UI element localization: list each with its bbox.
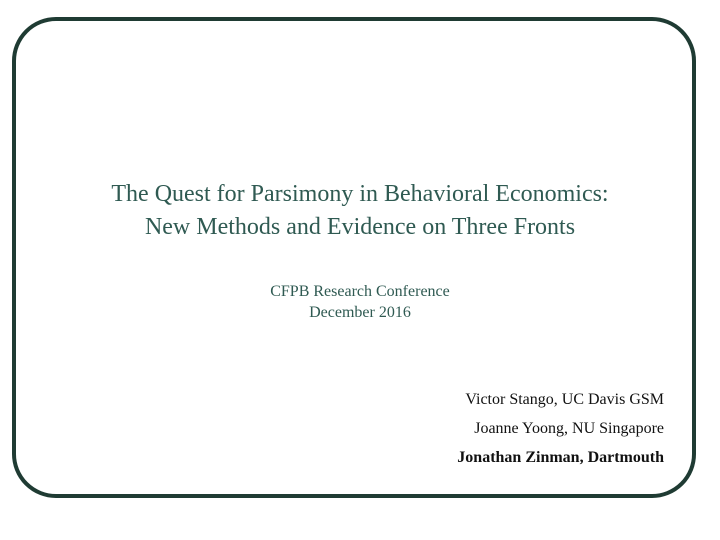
author-3-presenter: Jonathan Zinman, Dartmouth [457,449,664,466]
presentation-title [30,178,690,244]
title-line-2: New Methods and Evidence on Three Fronts [144,214,576,240]
event-date: December 2016 [309,304,411,321]
author-2: Joanne Yoong, NU Singapore [474,420,664,437]
event-info [30,281,690,323]
event-name: CFPB Research Conference [270,283,450,300]
author-list [264,385,664,472]
title-line-1: The Quest for Parsimony in Behavioral Economics: [111,181,609,207]
author-1: Victor Stango, UC Davis GSM [465,391,664,408]
